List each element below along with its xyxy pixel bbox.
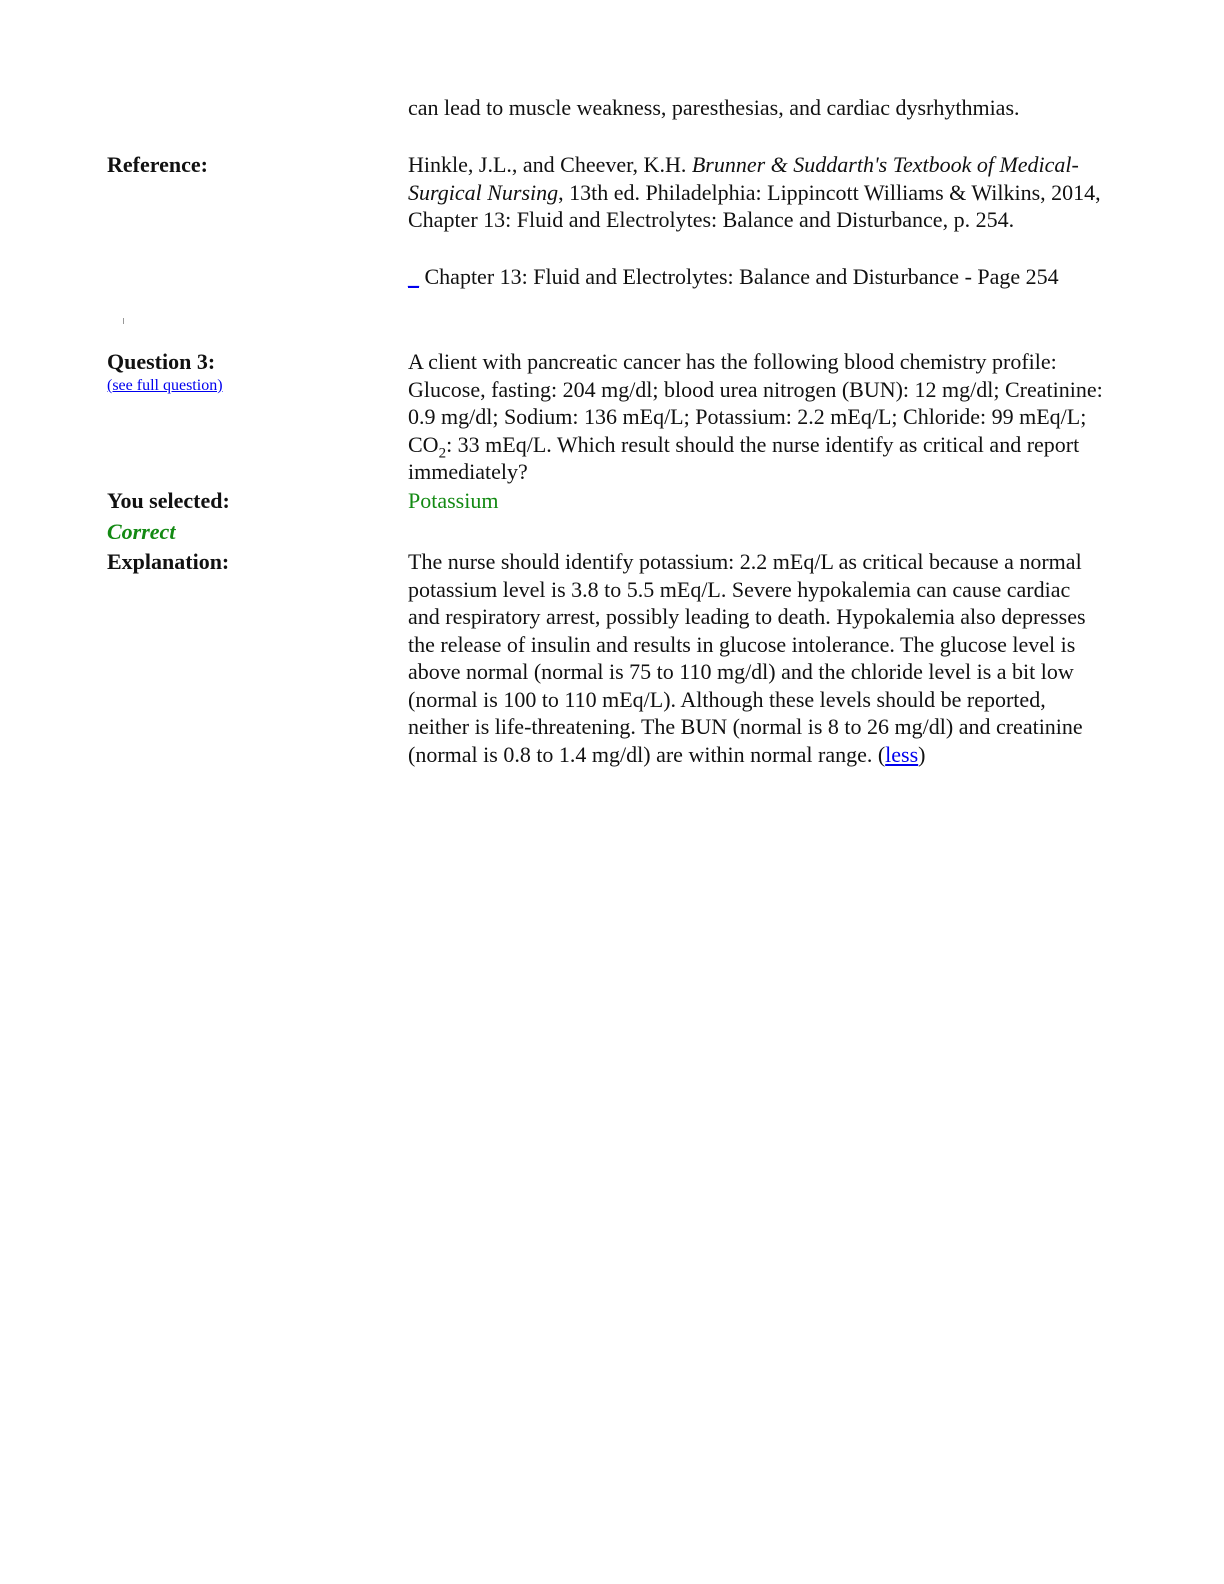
- reference-details: , 13th ed. Philadelphia: Lippincott Williams & Wilkins, 2014, Chapter 13: Fluid and Electrolytes: Balance and Disturbance, p. 254.: [408, 179, 1101, 232]
- chapter-text: Chapter 13: Fluid and Electrolytes: Balance and Disturbance - Page 254: [419, 264, 1059, 289]
- less-link[interactable]: less: [885, 741, 919, 767]
- reference-book-title: Brunner & Suddarth's Textbook of Medical-Surgical Nursing: [408, 152, 1079, 205]
- selected-answer: Potassium: [408, 488, 499, 513]
- you-selected-label: You selected:: [107, 488, 230, 513]
- previous-explanation-continuation: can lead to muscle weakness, paresthesias, and cardiac dysrhythmias.: [408, 95, 1020, 120]
- correct-badge: Correct: [107, 519, 176, 544]
- explanation-text: The nurse should identify potassium: 2.2 mEq/L as critical because a normal potassium level is 3.8 to 5.5 mEq/L. Severe hypokalemia can cause cardiac and respiratory arrest, possibly leading to death. Hypokalemia also depresses the release of insulin and results in glucose intolerance. The glucose level is above normal (normal is 75 to 110 mg/dl) and the chloride level is a bit low (normal is 100 to 110 mEq/L). Although these levels should be reported, neither is life-threatening. The BUN (normal is 8 to 26 mg/dl) and creatinine (normal is 0.8 to 1.4 mg/dl) are within normal range. (less): [408, 549, 1086, 767]
- question-label: Question 3:: [107, 349, 216, 374]
- explanation-label: Explanation:: [107, 549, 230, 574]
- chapter-link[interactable]: _: [408, 264, 419, 289]
- co2-subscript: 2: [438, 444, 447, 461]
- question-text: A client with pancreatic cancer has the following blood chemistry profile: Glucose, fasting: 204 mg/dl; blood urea nitrogen (BUN): 12 mg/dl; Creatinine: 0.9 mg/dl; Sodium: 136 mEq/L; Potassium: 2.2 mEq/L; Chloride: 99 mEq/L; $CO_2$: 33 mEq/L. Which result should the nurse identify as critical and report immediately?: [408, 349, 1103, 484]
- reference-chapter-line: [408, 263, 1103, 291]
- reference-authors: Hinkle, J.L., and Cheever, K.H.: [408, 152, 687, 177]
- reference-citation: [408, 151, 1103, 234]
- see-full-question-link[interactable]: (see full question): [107, 377, 223, 394]
- reference-label: Reference:: [107, 152, 208, 177]
- divider-tick: [123, 318, 124, 324]
